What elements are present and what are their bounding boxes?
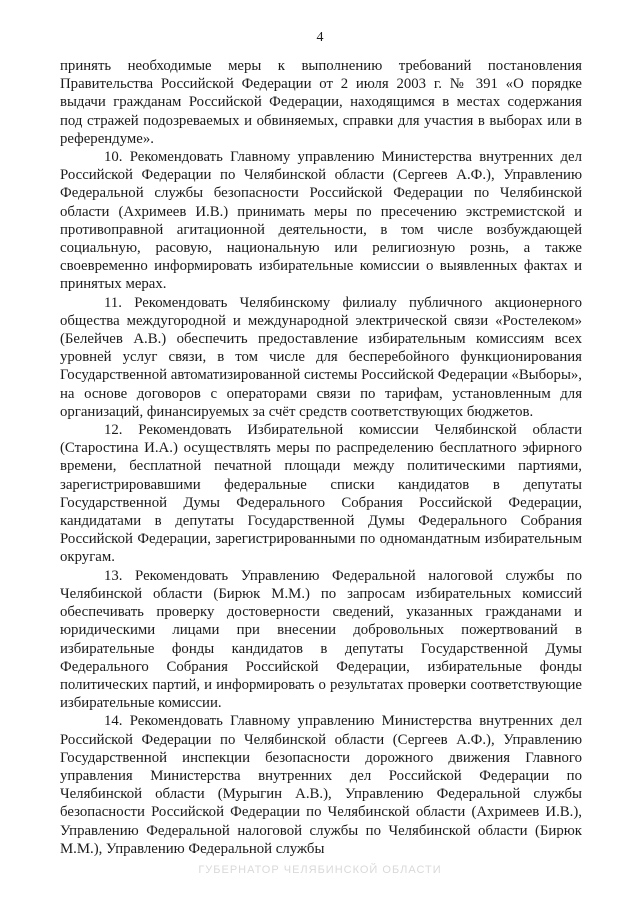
paragraph-continuation: принять необходимые меры к выполнению требований постановления Правительства Российской Федерации от 2 июля 2003 г. № 391 «О порядке выдачи гражданам Российской Федерации, находящимся в местах содержания под стражей подозреваемых и обвиняемых, справки для участия в выборах или в референдуме». bbox=[60, 58, 582, 147]
paragraph-12: 12. Рекомендовать Избирательной комиссии Челябинской области (Старостина И.А.) осуществлять меры по распределению бесплатного эфирного времени, бесплатной печатной площади между политическими партиями, зарегистрировавшими федеральные списки кандидатов в депутаты Государственной Думы Федерального Собрания Российской Федерации, кандидатами в депутаты Государственной Думы Федерального Собрания Российской Федерации, зарегистрированными по одномандатным избирательным округам. bbox=[60, 422, 582, 566]
paragraph-10: 10. Рекомендовать Главному управлению Министерства внутренних дел Российской Федерации по Челябинской области (Сергеев А.Ф.), Управлению Федеральной службы безопасности Российской Федерации по Челябинской области (Ахримеев И.В.) принимать меры по пресечению экстремистской и противоправной агитационной деятельности, в том числе возбуждающей социальную, расовую, национальную или религиозную рознь, а также своевременно информировать избирательные комиссии о выявленных фактах и принятых мерах. bbox=[60, 149, 582, 293]
footer-stamp: ГУБЕРНАТОР ЧЕЛЯБИНСКОЙ ОБЛАСТИ bbox=[198, 864, 442, 876]
paragraph-11: 11. Рекомендовать Челябинскому филиалу публичного акционерного общества междугородной и международной электрической связи «Ростелеком» (Белейчев А.В.) обеспечить предоставление избирательным комиссиям всех уровней услуг связи, в том числе для бесперебойного функционирования Государственной автоматизированной системы Российской Федерации «Выборы», на основе договоров с операторами связи по тарифам, установленным для организаций, финансируемых за счёт средств соответствующих бюджетов. bbox=[60, 294, 582, 420]
paragraph-14: 14. Рекомендовать Главному управлению Министерства внутренних дел Российской Федерации по Челябинской области (Сергеев А.Ф.), Управлению Государственной инспекции безопасности дорожного движения Главного управления Министерства внутренних дел Российской Федерации по Челябинской области (Мурыгин А.В.), Управлению Федеральной службы безопасности Российской Федерации по Челябинской области (Ахримеев И.В.), Управлению Федеральной налоговой службы по Челябинской области (Бирюк М.М.), Управлению Федеральной службы bbox=[60, 713, 582, 857]
document-body bbox=[60, 57, 582, 858]
paragraph-13: 13. Рекомендовать Управлению Федеральной налоговой службы по Челябинской области (Бирюк М.М.) по запросам избирательных комиссий обеспечивать проверку достоверности сведений, указанных гражданами и юридическими лицами при внесении добровольных пожертвований в избирательные фонды кандидатов в депутаты Государственной Думы Федерального Собрания Российской Федерации, избирательные фонды политических партий, и информировать о результатах проверки соответствующие избирательные комиссии. bbox=[60, 567, 582, 712]
page-number: 4 bbox=[316, 30, 324, 45]
